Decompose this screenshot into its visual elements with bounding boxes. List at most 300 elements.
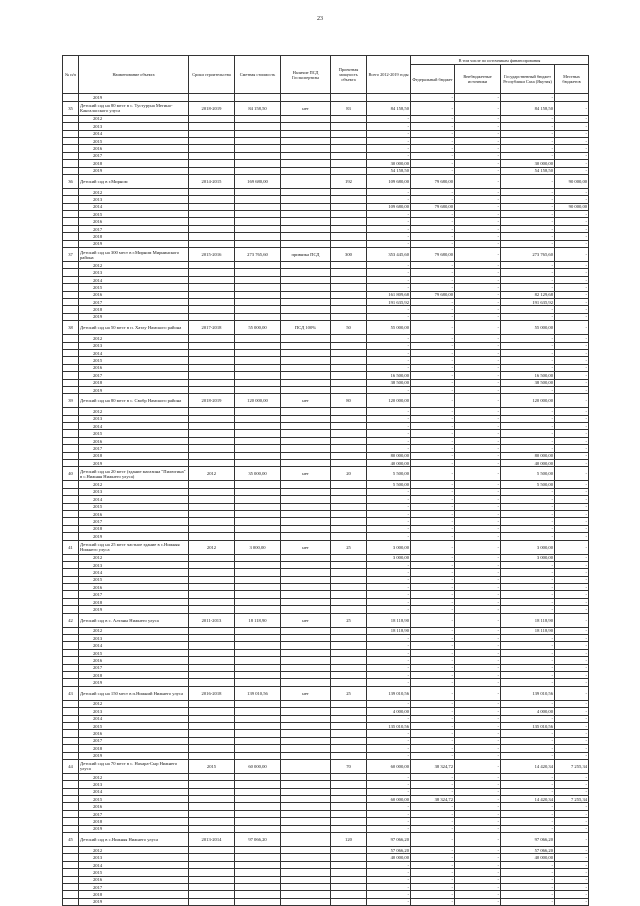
cell-extra: -	[455, 262, 501, 269]
cell-year: 2019	[79, 94, 189, 101]
cell-federal: -	[411, 115, 455, 122]
year-row	[63, 679, 589, 686]
cell-object-name: Детский сад на 70 мест в с. Нахара-Сыр Нижнего улуса	[79, 759, 189, 773]
cell-capacity	[331, 679, 367, 686]
cell-psd	[281, 298, 331, 305]
cell-year: 2019	[79, 606, 189, 613]
year-row	[63, 576, 589, 583]
year-row	[63, 423, 589, 430]
cell-year: 2013	[79, 781, 189, 788]
cell-extra: -	[455, 372, 501, 379]
cell-local: -	[555, 269, 589, 276]
cell-republic: -	[501, 730, 555, 737]
cell-capacity	[331, 722, 367, 729]
cell-psd: нет	[281, 467, 331, 481]
cell-number	[63, 130, 79, 137]
cell-federal: -	[411, 876, 455, 883]
header-total: Всего 2012-2019 годы	[367, 56, 411, 94]
cell-republic: 40 000,00	[501, 854, 555, 861]
cell-capacity	[331, 869, 367, 876]
cell-year: 2013	[79, 196, 189, 203]
cell-republic: -	[501, 598, 555, 605]
cell-federal: -	[411, 488, 455, 495]
cell-total: -	[367, 349, 411, 356]
cell-number	[63, 240, 79, 247]
cell-federal: -	[411, 415, 455, 422]
cell-cost	[235, 269, 281, 276]
cell-cost: 35 000,00	[235, 467, 281, 481]
cell-psd	[281, 276, 331, 283]
cell-federal: -	[411, 847, 455, 854]
cell-year: 2016	[79, 291, 189, 298]
cell-number	[63, 533, 79, 540]
cell-extra: -	[455, 203, 501, 210]
cell-total: -	[367, 445, 411, 452]
year-row	[63, 233, 589, 240]
cell-federal: -	[411, 591, 455, 598]
year-row	[63, 145, 589, 152]
cell-number	[63, 503, 79, 510]
cell-number	[63, 137, 79, 144]
cell-term	[189, 284, 235, 291]
cell-republic: -	[501, 269, 555, 276]
cell-republic: -	[501, 423, 555, 430]
cell-total: -	[367, 306, 411, 313]
cell-local: -	[555, 876, 589, 883]
cell-psd	[281, 627, 331, 634]
cell-term	[189, 335, 235, 342]
cell-local: -	[555, 408, 589, 415]
year-row	[63, 672, 589, 679]
cell-total: -	[367, 115, 411, 122]
cell-year: 2017	[79, 664, 189, 671]
cell-year: 2012	[79, 262, 189, 269]
cell-extra: -	[455, 861, 501, 868]
cell-extra: -	[455, 715, 501, 722]
cell-local: -	[555, 349, 589, 356]
cell-capacity	[331, 700, 367, 707]
cell-cost	[235, 408, 281, 415]
cell-federal: -	[411, 335, 455, 342]
cell-psd	[281, 145, 331, 152]
cell-federal: -	[411, 430, 455, 437]
cell-psd	[281, 773, 331, 780]
cell-term	[189, 730, 235, 737]
cell-federal: -	[411, 269, 455, 276]
cell-extra: -	[455, 379, 501, 386]
cell-local: -	[555, 101, 589, 115]
cell-term	[189, 167, 235, 174]
cell-total: 135 010,56	[367, 722, 411, 729]
object-row	[63, 321, 589, 335]
cell-cost	[235, 664, 281, 671]
cell-local: -	[555, 700, 589, 707]
cell-extra: -	[455, 211, 501, 218]
cell-total: 54 158,50	[367, 167, 411, 174]
cell-local: -	[555, 357, 589, 364]
cell-psd	[281, 722, 331, 729]
cell-psd	[281, 833, 331, 847]
cell-psd	[281, 576, 331, 583]
cell-year: 2018	[79, 525, 189, 532]
cell-psd	[281, 137, 331, 144]
cell-capacity	[331, 130, 367, 137]
year-row	[63, 722, 589, 729]
cell-capacity	[331, 379, 367, 386]
cell-number	[63, 430, 79, 437]
cell-term	[189, 203, 235, 210]
cell-number	[63, 445, 79, 452]
cell-term	[189, 810, 235, 817]
cell-year: 2013	[79, 854, 189, 861]
cell-extra: -	[455, 898, 501, 905]
cell-year: 2015	[79, 722, 189, 729]
cell-term	[189, 452, 235, 459]
cell-term	[189, 211, 235, 218]
cell-extra: -	[455, 408, 501, 415]
cell-year: 2018	[79, 891, 189, 898]
cell-extra: -	[455, 321, 501, 335]
cell-total: 38 500,00	[367, 379, 411, 386]
cell-extra: -	[455, 730, 501, 737]
cell-number	[63, 730, 79, 737]
cell-total: -	[367, 715, 411, 722]
cell-capacity: 50	[331, 321, 367, 335]
cell-psd	[281, 679, 331, 686]
cell-local: -	[555, 342, 589, 349]
cell-capacity	[331, 781, 367, 788]
cell-psd	[281, 123, 331, 130]
cell-federal: -	[411, 510, 455, 517]
cell-local: -	[555, 415, 589, 422]
cell-local: -	[555, 460, 589, 467]
cell-federal: -	[411, 737, 455, 744]
cell-total: 60 000,00	[367, 759, 411, 773]
cell-capacity	[331, 876, 367, 883]
cell-local: -	[555, 635, 589, 642]
year-row	[63, 503, 589, 510]
cell-federal: -	[411, 810, 455, 817]
cell-number: 44	[63, 759, 79, 773]
cell-republic: 3 000,00	[501, 540, 555, 554]
cell-capacity: 25	[331, 613, 367, 627]
cell-cost	[235, 488, 281, 495]
cell-number	[63, 876, 79, 883]
cell-number	[63, 357, 79, 364]
cell-local: -	[555, 891, 589, 898]
cell-federal: -	[411, 679, 455, 686]
cell-psd	[281, 745, 331, 752]
object-row	[63, 613, 589, 627]
cell-number: 42	[63, 613, 79, 627]
cell-cost	[235, 525, 281, 532]
cell-cost	[235, 752, 281, 759]
cell-total: -	[367, 752, 411, 759]
cell-total: 80 000,00	[367, 452, 411, 459]
cell-number	[63, 657, 79, 664]
year-row	[63, 225, 589, 232]
cell-local: -	[555, 737, 589, 744]
cell-cost	[235, 584, 281, 591]
cell-extra: -	[455, 130, 501, 137]
cell-term	[189, 488, 235, 495]
cell-capacity	[331, 803, 367, 810]
cell-republic: -	[501, 306, 555, 313]
cell-extra: -	[455, 364, 501, 371]
cell-capacity	[331, 591, 367, 598]
cell-year: 2012	[79, 627, 189, 634]
cell-object-name: Детский сад в с. Алтаны Нижнего улуса	[79, 613, 189, 627]
cell-cost: 169 680,00	[235, 174, 281, 188]
cell-local: -	[555, 372, 589, 379]
cell-extra: -	[455, 342, 501, 349]
cell-capacity	[331, 298, 367, 305]
cell-federal: -	[411, 445, 455, 452]
cell-federal: -	[411, 715, 455, 722]
cell-number	[63, 211, 79, 218]
cell-number	[63, 883, 79, 890]
cell-federal: -	[411, 788, 455, 795]
cell-term	[189, 796, 235, 803]
cell-federal: -	[411, 533, 455, 540]
cell-year: 2016	[79, 876, 189, 883]
cell-total: -	[367, 737, 411, 744]
cell-total: -	[367, 196, 411, 203]
cell-local: -	[555, 262, 589, 269]
cell-cost	[235, 423, 281, 430]
cell-term: 2013-2014	[189, 833, 235, 847]
cell-year: 2016	[79, 657, 189, 664]
year-row	[63, 342, 589, 349]
cell-capacity	[331, 276, 367, 283]
cell-local: -	[555, 248, 589, 262]
cell-extra: -	[455, 394, 501, 408]
cell-federal: -	[411, 372, 455, 379]
cell-psd: привязка ПСД	[281, 248, 331, 262]
cell-capacity	[331, 496, 367, 503]
cell-local: -	[555, 833, 589, 847]
cell-year: 2014	[79, 569, 189, 576]
year-row	[63, 408, 589, 415]
cell-federal: -	[411, 321, 455, 335]
table-body	[63, 94, 589, 906]
cell-total: -	[367, 818, 411, 825]
year-row	[63, 452, 589, 459]
object-row	[63, 174, 589, 188]
cell-term	[189, 715, 235, 722]
cell-republic: -	[501, 533, 555, 540]
header-psd: Наличие ПСД Госэкспертизы	[281, 56, 331, 94]
cell-cost	[235, 233, 281, 240]
cell-term	[189, 642, 235, 649]
cell-term: 2017-2018	[189, 321, 235, 335]
cell-year: 2017	[79, 810, 189, 817]
cell-republic: -	[501, 569, 555, 576]
cell-term	[189, 788, 235, 795]
cell-psd	[281, 460, 331, 467]
cell-federal: -	[411, 584, 455, 591]
cell-republic: -	[501, 496, 555, 503]
cell-cost	[235, 649, 281, 656]
cell-extra: -	[455, 233, 501, 240]
cell-extra: -	[455, 561, 501, 568]
year-row	[63, 386, 589, 393]
cell-psd	[281, 715, 331, 722]
cell-total: -	[367, 869, 411, 876]
cell-year: 2017	[79, 445, 189, 452]
cell-federal: -	[411, 613, 455, 627]
year-row	[63, 781, 589, 788]
cell-federal: -	[411, 218, 455, 225]
cell-federal: -	[411, 408, 455, 415]
cell-local: -	[555, 503, 589, 510]
cell-capacity	[331, 218, 367, 225]
cell-extra: -	[455, 313, 501, 320]
cell-total: -	[367, 211, 411, 218]
cell-federal: -	[411, 818, 455, 825]
cell-capacity	[331, 437, 367, 444]
cell-republic: -	[501, 664, 555, 671]
cell-republic: -	[501, 386, 555, 393]
cell-cost	[235, 437, 281, 444]
cell-extra: -	[455, 708, 501, 715]
year-row	[63, 569, 589, 576]
cell-capacity	[331, 349, 367, 356]
cell-year: 2012	[79, 847, 189, 854]
cell-psd: ПСД 100%	[281, 321, 331, 335]
cell-local: 90 000,00	[555, 203, 589, 210]
cell-year: 2016	[79, 364, 189, 371]
cell-number	[63, 386, 79, 393]
cell-extra: -	[455, 298, 501, 305]
cell-term	[189, 533, 235, 540]
cell-federal: -	[411, 342, 455, 349]
cell-cost	[235, 415, 281, 422]
cell-number	[63, 554, 79, 561]
year-row	[63, 349, 589, 356]
cell-capacity: 25	[331, 540, 367, 554]
cell-term	[189, 386, 235, 393]
cell-extra: -	[455, 269, 501, 276]
cell-capacity	[331, 123, 367, 130]
cell-term	[189, 891, 235, 898]
year-row	[63, 203, 589, 210]
cell-total: 5 500,00	[367, 481, 411, 488]
cell-republic: -	[501, 591, 555, 598]
cell-total: -	[367, 773, 411, 780]
year-row	[63, 415, 589, 422]
cell-total: -	[367, 891, 411, 898]
cell-year: 2018	[79, 306, 189, 313]
cell-local: -	[555, 452, 589, 459]
cell-republic: -	[501, 891, 555, 898]
cell-term	[189, 510, 235, 517]
cell-term	[189, 561, 235, 568]
cell-local: -	[555, 364, 589, 371]
cell-term	[189, 372, 235, 379]
header-sources: В том числе по источникам финансирования	[411, 56, 589, 65]
cell-republic: 3 000,00	[501, 554, 555, 561]
cell-psd	[281, 730, 331, 737]
year-row	[63, 554, 589, 561]
cell-total: -	[367, 284, 411, 291]
cell-total: -	[367, 861, 411, 868]
cell-cost	[235, 722, 281, 729]
cell-extra: -	[455, 737, 501, 744]
cell-number	[63, 803, 79, 810]
cell-cost	[235, 635, 281, 642]
cell-extra: -	[455, 218, 501, 225]
cell-local: -	[555, 518, 589, 525]
cell-republic: -	[501, 883, 555, 890]
cell-extra: -	[455, 430, 501, 437]
cell-term: 2012	[189, 467, 235, 481]
cell-extra: -	[455, 788, 501, 795]
year-row	[63, 445, 589, 452]
cell-extra: -	[455, 248, 501, 262]
cell-number	[63, 606, 79, 613]
cell-extra: -	[455, 452, 501, 459]
cell-year: 2018	[79, 818, 189, 825]
cell-cost: 55 000,00	[235, 321, 281, 335]
cell-capacity	[331, 533, 367, 540]
cell-republic: -	[501, 364, 555, 371]
cell-capacity	[331, 306, 367, 313]
year-row	[63, 591, 589, 598]
cell-capacity	[331, 569, 367, 576]
cell-local: -	[555, 854, 589, 861]
cell-republic: -	[501, 818, 555, 825]
cell-term	[189, 276, 235, 283]
cell-cost	[235, 825, 281, 832]
cell-year: 2012	[79, 773, 189, 780]
cell-republic: -	[501, 745, 555, 752]
cell-number	[63, 335, 79, 342]
cell-capacity	[331, 518, 367, 525]
cell-psd	[281, 518, 331, 525]
cell-local: -	[555, 598, 589, 605]
cell-psd	[281, 533, 331, 540]
cell-republic: -	[501, 642, 555, 649]
year-row	[63, 152, 589, 159]
year-row	[63, 364, 589, 371]
cell-extra: -	[455, 335, 501, 342]
cell-extra: -	[455, 833, 501, 847]
cell-cost	[235, 847, 281, 854]
cell-cost	[235, 188, 281, 195]
cell-number	[63, 584, 79, 591]
cell-psd	[281, 160, 331, 167]
cell-capacity	[331, 891, 367, 898]
cell-local: -	[555, 386, 589, 393]
year-row	[63, 160, 589, 167]
cell-capacity	[331, 752, 367, 759]
cell-capacity	[331, 554, 367, 561]
year-row	[63, 518, 589, 525]
cell-year: 2015	[79, 211, 189, 218]
cell-capacity	[331, 708, 367, 715]
cell-psd	[281, 240, 331, 247]
cell-cost	[235, 379, 281, 386]
cell-term	[189, 503, 235, 510]
cell-local: -	[555, 752, 589, 759]
cell-number	[63, 861, 79, 868]
year-row	[63, 533, 589, 540]
cell-local: -	[555, 883, 589, 890]
cell-cost	[235, 810, 281, 817]
cell-federal: -	[411, 145, 455, 152]
cell-object-name: Детский сад на 150 мест в п.Нижний Нижнего улуса	[79, 686, 189, 700]
